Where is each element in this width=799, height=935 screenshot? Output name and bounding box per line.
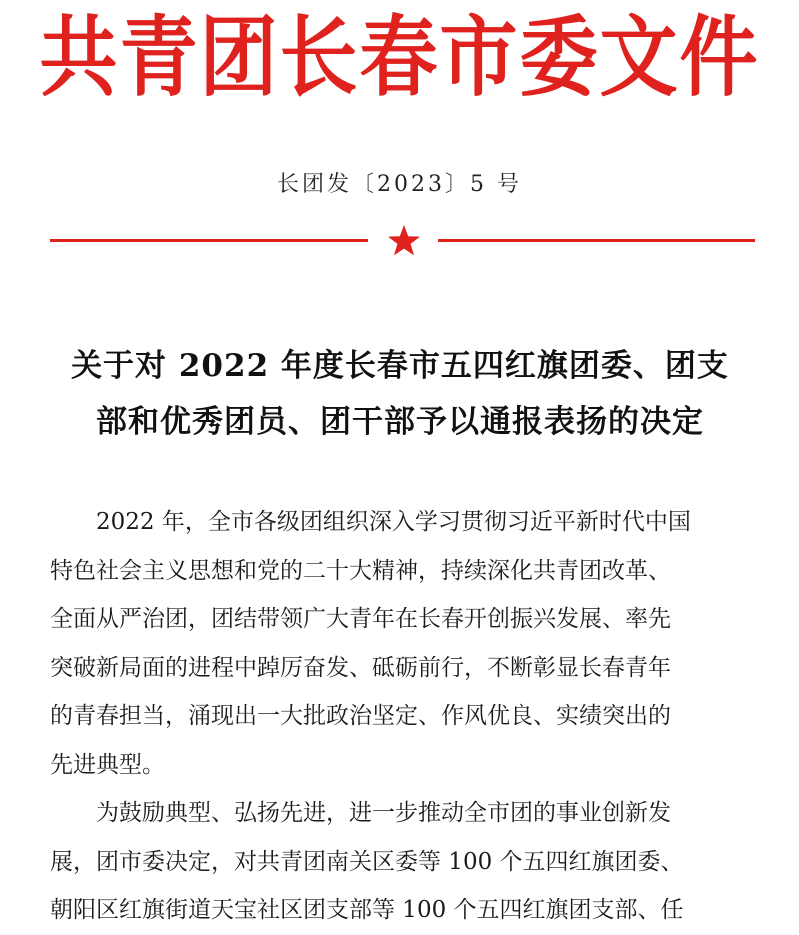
document-masthead: 共青团长春市委文件 [39,7,760,109]
body-line: 为鼓励典型、弘扬先进，进一步推动全市团的事业创新发 [50,800,671,826]
divider-left-rule [50,239,368,242]
document-number: 长团发〔2023〕5 号 [277,172,522,197]
body-paragraph-1 [50,498,755,789]
body-line: 特色社会主义思想和党的二十大精神，持续深化共青团改革、 [50,557,671,584]
red-divider [50,226,755,256]
body-line: 突破新局面的进程中踔厉奋发、砥砺前行，不断彰显长春青年 [50,654,671,681]
title-line-1: 关于对 2022 年度长春市五四红旗团委、团支 [71,348,729,384]
body-line: 全面从严治团，团结带领广大青年在长春开创振兴发展、率先 [50,606,671,632]
body-line: 朝阳区红旗街道天宝社区团支部等 100 个五四红旗团支部、任 [50,897,684,923]
body-line: 2022 年，全市各级团组织深入学习贯彻习近平新时代中国 [50,509,691,535]
document-title [30,338,770,450]
red-star-icon [387,224,421,258]
document-body [50,498,755,935]
body-line: 展，团市委决定，对共青团南关区委等 100 个五四红旗团委、 [50,848,684,875]
body-line: 先进典型。 [50,751,165,778]
title-line-2: 部和优秀团员、团干部予以通报表扬的决定 [96,404,704,440]
divider-right-rule [438,239,755,242]
body-line: 的青春担当，涌现出一大批政治坚定、作风优良、实绩突出的 [50,703,671,729]
